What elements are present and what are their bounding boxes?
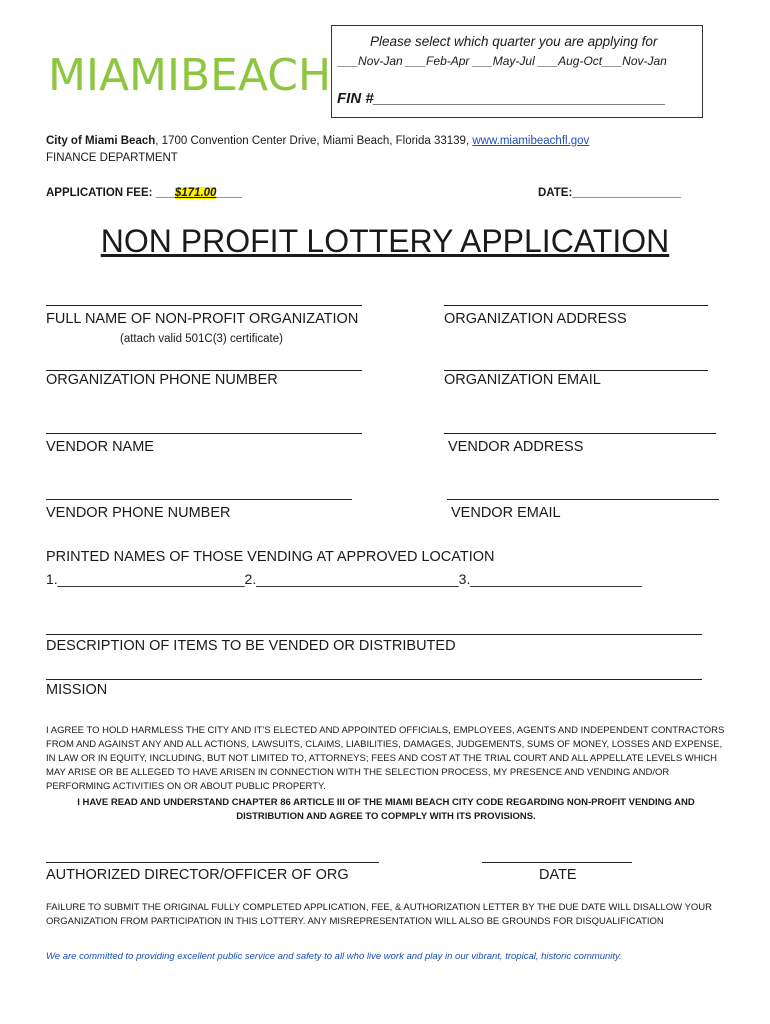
application-fee [46, 187, 242, 199]
address-text: , 1700 Convention Center Drive, Miami Beach, Florida 33139, [155, 135, 473, 147]
fee-prefix: ___ [155, 187, 175, 199]
vendor-address-label: VENDOR ADDRESS [448, 439, 584, 455]
agreement-text: I AGREE TO HOLD HARMLESS THE CITY AND IT’S ELECTED AND APPOINTED OFFICIALS, EMPLOYEES, AGENTS AND INDEPENDENT CONTRACTORS FROM AND AGAINST ANY AND ALL ACTIONS, LAWSUITS, CLAIMS, LIABILITIES, DAMAGES, JUDGEMENTS, SUMS OF MONEY, LOSSES AND EXPENSE, IN LAW OR IN EQUITY, INCLUDING, BUT NOT LIMITED TO, ATTORNEYS; FEES AND COST AT THE TRIAL COURT AND ALL APPELLATE LEVELS WHICH MAY ARISE OR BE ALLEGED TO HAVE ARISEN IN CONNECTION WITH THE SELECTION PROCESS, MY PRESENCE AND VENDING AND/OR PERFORMING ACTIVITIES ON OR ABOUT PUBLIC PROPERTY. [46, 725, 725, 792]
quarter-options[interactable]: ___Nov-Jan ___Feb-Apr ___May-Jul ___Aug-Oct___Nov-Jan [338, 54, 667, 68]
vendor-email-line[interactable] [447, 499, 719, 500]
fee-suffix: ____ [216, 187, 243, 199]
vendor-phone-label: VENDOR PHONE NUMBER [46, 505, 231, 521]
quarter-title: Please select which quarter you are applying for [370, 34, 658, 49]
org-name-label: FULL NAME OF NON-PROFIT ORGANIZATION [46, 311, 359, 327]
vendor-phone-line[interactable] [46, 499, 352, 500]
logo-part-2: BEACH [179, 50, 332, 101]
date-field[interactable]: DATE:_________________ [538, 187, 682, 199]
website-link[interactable]: www.miamibeachfl.gov [472, 135, 590, 147]
printed-names-lines[interactable]: 1.________________________2.__________________________3.______________________ [46, 571, 642, 587]
org-phone-label: ORGANIZATION PHONE NUMBER [46, 372, 278, 388]
fee-amount: $171.00 [174, 187, 217, 199]
mission-line[interactable] [46, 679, 702, 680]
failure-notice: FAILURE TO SUBMIT THE ORIGINAL FULLY COMPLETED APPLICATION, FEE, & AUTHORIZATION LETTER BY THE DUE DATE WILL DISALLOW YOUR ORGANIZATION FROM PARTICIPATION IN THIS LOTTERY. ANY MISREPRESENTATION WILL ALSO BE GROUNDS FOR DISQUALIFICATION [46, 902, 713, 927]
mission-label: MISSION [46, 682, 108, 698]
page-title: NON PROFIT LOTTERY APPLICATION [100, 223, 670, 259]
logo-part-1: MIAMI [48, 50, 180, 101]
miami-beach-logo [48, 52, 331, 100]
org-name-line[interactable] [46, 305, 362, 306]
vendor-name-line[interactable] [46, 433, 362, 434]
org-name-note: (attach valid 501C(3) certificate) [120, 333, 283, 345]
officer-label: AUTHORIZED DIRECTOR/OFFICER OF ORG [46, 867, 349, 883]
org-phone-line[interactable] [46, 370, 362, 371]
org-address-label: ORGANIZATION ADDRESS [444, 311, 627, 327]
vendor-name-label: VENDOR NAME [46, 439, 154, 455]
description-line[interactable] [46, 634, 702, 635]
officer-signature-line[interactable] [46, 862, 379, 863]
description-label: DESCRIPTION OF ITEMS TO BE VENDED OR DISTRIBUTED [46, 638, 456, 654]
footer-statement: We are committed to providing excellent public service and safety to all who live work and play in our vibrant, tropical, historic community. [46, 951, 622, 962]
department: FINANCE DEPARTMENT [46, 152, 178, 164]
city-name: City of Miami Beach [46, 135, 156, 147]
signature-date-label: DATE [539, 867, 577, 883]
signature-date-line[interactable] [482, 862, 632, 863]
vendor-address-line[interactable] [444, 433, 716, 434]
acknowledgement-text: I HAVE READ AND UNDERSTAND CHAPTER 86 ARTICLE III OF THE MIAMI BEACH CITY CODE REGARDING NON-PROFIT VENDING AND DISTRIBUTION AND AGREE TO COPMPLY WITH ITS PROVISIONS. [77, 797, 695, 822]
vendor-email-label: VENDOR EMAIL [451, 505, 561, 521]
org-address-line[interactable] [444, 305, 708, 306]
org-email-label: ORGANIZATION EMAIL [444, 372, 601, 388]
fee-label: APPLICATION FEE: [46, 187, 153, 199]
org-email-line[interactable] [444, 370, 708, 371]
fin-field[interactable]: FIN #___________________________________ [337, 90, 666, 107]
printed-names-label: PRINTED NAMES OF THOSE VENDING AT APPROVED LOCATION [46, 549, 495, 565]
city-address [46, 135, 589, 147]
